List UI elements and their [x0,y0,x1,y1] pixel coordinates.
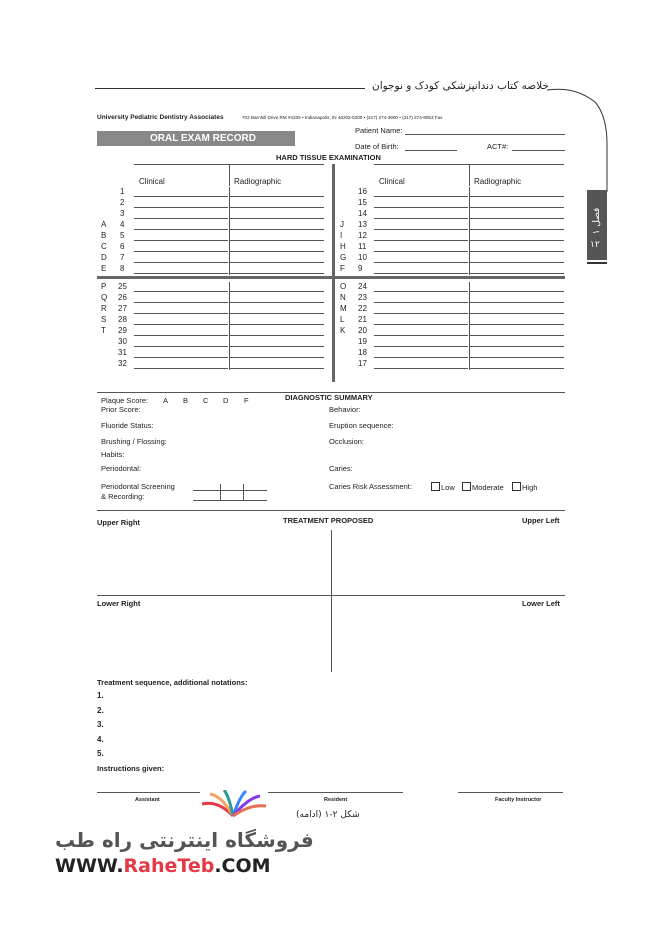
primary-tooth-letter: J [340,220,344,229]
assistant-label: Assistant [135,797,160,803]
primary-tooth-letter: T [101,326,106,335]
radiographic-entry-line[interactable] [230,273,324,274]
primary-tooth-letter: L [340,315,345,324]
permanent-tooth-number: 32 [118,359,127,368]
left-col-divider-top [229,164,230,186]
clinical-entry-line[interactable] [374,207,468,208]
caries-label: Caries: [329,464,353,473]
radiographic-entry-line[interactable] [230,335,324,336]
primary-tooth-letter: R [101,304,107,313]
radiographic-entry-line[interactable] [470,207,564,208]
radiographic-entry-line[interactable] [470,229,564,230]
radiographic-entry-line[interactable] [230,229,324,230]
watermark-brand: RaheTeb [123,855,215,877]
book-header-title: خلاصه کتاب دندانپزشکی کودک و نوجوان [372,80,549,92]
note-item-3: 3. [97,720,104,729]
clinical-entry-line[interactable] [374,302,468,303]
clinical-entry-line[interactable] [374,324,468,325]
radiographic-entry-line[interactable] [470,368,564,369]
caries-risk-label: Caries Risk Assessment: [329,482,412,491]
header-curve [545,84,615,194]
radiographic-entry-line[interactable] [470,313,564,314]
radiographic-entry-line[interactable] [230,207,324,208]
clinical-entry-line[interactable] [134,291,228,292]
brushing-label: Brushing / Flossing: [101,437,167,446]
clinical-entry-line[interactable] [134,368,228,369]
act-label: ACT#: [487,142,509,151]
permanent-tooth-number: 3 [120,209,125,218]
clinical-entry-line[interactable] [134,302,228,303]
permanent-tooth-number: 13 [358,220,367,229]
primary-tooth-letter: K [340,326,346,335]
header-rule [95,88,365,89]
permanent-tooth-number: 5 [120,231,125,240]
radiographic-entry-line[interactable] [230,218,324,219]
plaque-grade-d[interactable]: D [223,396,229,405]
upper-left-label: Upper Left [522,516,560,525]
permanent-tooth-number: 27 [118,304,127,313]
occlusion-label: Occlusion: [329,437,365,446]
permanent-tooth-number: 16 [358,187,367,196]
clinical-entry-line[interactable] [374,273,468,274]
radiographic-entry-line[interactable] [230,302,324,303]
clinical-entry-line[interactable] [134,251,228,252]
permanent-tooth-number: 23 [358,293,367,302]
right-clinical-header: Clinical [379,177,405,186]
plaque-grade-c[interactable]: C [203,396,209,405]
radiographic-entry-line[interactable] [470,357,564,358]
radiographic-entry-line[interactable] [230,357,324,358]
permanent-tooth-number: 28 [118,315,127,324]
permanent-tooth-number: 15 [358,198,367,207]
radiographic-entry-line[interactable] [470,291,564,292]
column-divider [229,187,230,275]
radiographic-entry-line[interactable] [230,240,324,241]
left-radiographic-header: Radiographic [234,177,282,186]
permanent-tooth-number: 6 [120,242,125,251]
radiographic-entry-line[interactable] [470,240,564,241]
risk-moderate-label: Moderate [472,483,504,492]
risk-high-option[interactable] [512,482,537,492]
clinical-entry-line[interactable] [374,262,468,263]
radiographic-entry-line[interactable] [470,218,564,219]
treatment-horizontal [97,595,565,596]
plaque-grade-f[interactable]: F [244,396,249,405]
clinical-entry-line[interactable] [374,291,468,292]
radiographic-entry-line[interactable] [230,368,324,369]
treatment-title: TREATMENT PROPOSED [283,516,374,525]
permanent-tooth-number: 14 [358,209,367,218]
risk-high-label: High [522,483,538,492]
resident-label: Resident [324,797,348,803]
column-divider [229,282,230,370]
note-item-2: 2. [97,706,104,715]
lower-left-label: Lower Left [522,599,560,608]
clinical-entry-line[interactable] [374,368,468,369]
clinical-entry-line[interactable] [374,346,468,347]
eruption-label: Eruption sequence: [329,421,394,430]
permanent-tooth-number: 31 [118,348,127,357]
radiographic-entry-line[interactable] [470,273,564,274]
habits-label: Habits: [101,450,125,459]
left-clinical-header: Clinical [139,177,165,186]
patient-name-label: Patient Name: [355,126,403,135]
permanent-tooth-number: 11 [358,242,367,251]
act-field[interactable] [512,150,565,151]
permanent-tooth-number: 26 [118,293,127,302]
permanent-tooth-number: 7 [120,253,125,262]
lower-right-label: Lower Right [97,599,141,608]
hard-tissue-title: HARD TISSUE EXAMINATION [276,153,381,162]
clinical-entry-line[interactable] [374,357,468,358]
clinical-entry-line[interactable] [374,240,468,241]
treatment-vertical [331,530,332,672]
fluoride-label: Fluoride Status: [101,421,154,430]
tab-rule [587,262,607,264]
clinical-entry-line[interactable] [134,335,228,336]
periodontal-label: Periodontal: [101,464,142,473]
permanent-tooth-number: 29 [118,326,127,335]
primary-tooth-letter: Q [101,293,108,302]
clinical-entry-line[interactable] [374,218,468,219]
resident-sign-line[interactable] [268,792,403,793]
clinical-entry-line[interactable] [134,262,228,263]
treatment-top-rule [97,510,565,511]
primary-tooth-letter: F [340,264,345,273]
permanent-tooth-number: 25 [118,282,127,291]
radiographic-entry-line[interactable] [230,196,324,197]
right-radiographic-header: Radiographic [474,177,522,186]
faculty-label: Faculty Instructor [495,797,542,803]
risk-low-label: Low [441,483,455,492]
clinical-entry-line[interactable] [374,196,468,197]
plaque-score-label: Plaque Score: [101,396,149,405]
risk-low-option[interactable] [431,482,455,492]
radiographic-entry-line[interactable] [470,335,564,336]
patient-name-field[interactable] [405,134,565,135]
right-col-divider-top [469,164,470,186]
permanent-tooth-number: 1 [120,187,125,196]
primary-tooth-letter: D [101,253,107,262]
radiographic-entry-line[interactable] [470,302,564,303]
clinical-entry-line[interactable] [134,324,228,325]
primary-tooth-letter: N [340,293,346,302]
instructions-label: Instructions given: [97,764,165,773]
radiographic-entry-line[interactable] [230,313,324,314]
radiographic-entry-line[interactable] [230,262,324,263]
risk-low-checkbox[interactable] [431,482,440,491]
watermark-url [55,855,271,877]
primary-tooth-letter: I [340,231,343,240]
primary-tooth-letter: S [101,315,107,324]
perio-grid-top [193,490,267,491]
note-item-4: 4. [97,735,104,744]
column-divider [469,282,470,370]
clinical-entry-line[interactable] [134,313,228,314]
radiographic-entry-line[interactable] [470,324,564,325]
dob-field[interactable] [405,150,457,151]
watermark-prefix: WWW. [55,855,124,877]
side-tab-chapter: فصل ۱ [592,207,602,235]
midline-vertical [332,164,335,382]
perio-grid-bottom [193,500,267,501]
clinical-entry-line[interactable] [134,229,228,230]
risk-moderate-option[interactable] [462,482,504,492]
faculty-sign-line[interactable] [458,792,563,793]
radiographic-entry-line[interactable] [470,262,564,263]
side-tab [587,190,607,260]
sequence-label: Treatment sequence, additional notations: [97,678,248,687]
primary-tooth-letter: H [340,242,346,251]
primary-tooth-letter: G [340,253,347,262]
primary-tooth-letter: M [340,304,347,313]
perio-grid-sep-1 [220,484,221,501]
permanent-tooth-number: 30 [118,337,127,346]
note-item-5: 5. [97,749,104,758]
primary-tooth-letter: O [340,282,347,291]
assistant-sign-line[interactable] [97,792,200,793]
plaque-grade-a[interactable]: A [163,396,169,405]
behavior-label: Behavior: [329,405,361,414]
permanent-tooth-number: 4 [120,220,125,229]
column-divider [469,187,470,275]
form-title: ORAL EXAM RECORD [150,133,256,144]
permanent-tooth-number: 2 [120,198,125,207]
permanent-tooth-number: 19 [358,337,367,346]
clinical-entry-line[interactable] [134,273,228,274]
primary-tooth-letter: A [101,220,107,229]
permanent-tooth-number: 10 [358,253,367,262]
radiographic-entry-line[interactable] [470,196,564,197]
permanent-tooth-number: 17 [358,359,367,368]
primary-tooth-letter: P [101,282,107,291]
dob-label: Date of Birth: [355,142,399,151]
radiographic-entry-line[interactable] [230,251,324,252]
watermark-suffix: .COM [214,855,271,877]
risk-high-checkbox[interactable] [512,482,521,491]
clinical-entry-line[interactable] [134,207,228,208]
clinical-entry-line[interactable] [134,240,228,241]
permanent-tooth-number: 12 [358,231,367,240]
plaque-grade-b[interactable]: B [183,396,189,405]
note-item-1: 1. [97,691,104,700]
permanent-tooth-number: 21 [358,315,367,324]
radiographic-entry-line[interactable] [230,346,324,347]
radiographic-entry-line[interactable] [230,291,324,292]
permanent-tooth-number: 9 [358,264,363,273]
prior-score-label: Prior Score: [101,405,141,414]
clinical-entry-line[interactable] [374,335,468,336]
permanent-tooth-number: 24 [358,282,367,291]
primary-tooth-letter: C [101,242,107,251]
clinical-entry-line[interactable] [134,346,228,347]
radiographic-entry-line[interactable] [470,346,564,347]
primary-tooth-letter: B [101,231,107,240]
side-tab-page: ۱۲ [590,240,600,250]
watermark-persian: فروشگاه اینترنتی راه طب [55,828,314,852]
midline-horizontal [97,276,565,279]
clinical-entry-line[interactable] [134,196,228,197]
perio-recording-label: & Recording: [101,492,145,501]
figure-caption: شکل ۲-۱ (ادامه) [296,810,360,820]
permanent-tooth-number: 20 [358,326,367,335]
clinic-address: 702 Barnhill Drive RM #4205 • Indianapolis, IN 46202-5200 • (317) 274-3900 • (317) 274-9053 Fax [242,115,443,120]
permanent-tooth-number: 8 [120,264,125,273]
clinical-entry-line[interactable] [374,251,468,252]
permanent-tooth-number: 18 [358,348,367,357]
upper-right-label: Upper Right [97,518,140,527]
primary-tooth-letter: E [101,264,107,273]
clinical-entry-line[interactable] [374,313,468,314]
clinic-name: University Pediatric Dentistry Associates [97,114,224,121]
clinical-entry-line[interactable] [134,218,228,219]
clinical-entry-line[interactable] [134,357,228,358]
perio-screening-label: Periodontal Screening [101,482,175,491]
perio-grid-sep-2 [243,484,244,501]
clinical-entry-line[interactable] [374,229,468,230]
radiographic-entry-line[interactable] [470,251,564,252]
radiographic-entry-line[interactable] [230,324,324,325]
permanent-tooth-number: 22 [358,304,367,313]
book-logo-icon [196,790,270,820]
diagnostic-title: DIAGNOSTIC SUMMARY [285,393,373,402]
risk-moderate-checkbox[interactable] [462,482,471,491]
